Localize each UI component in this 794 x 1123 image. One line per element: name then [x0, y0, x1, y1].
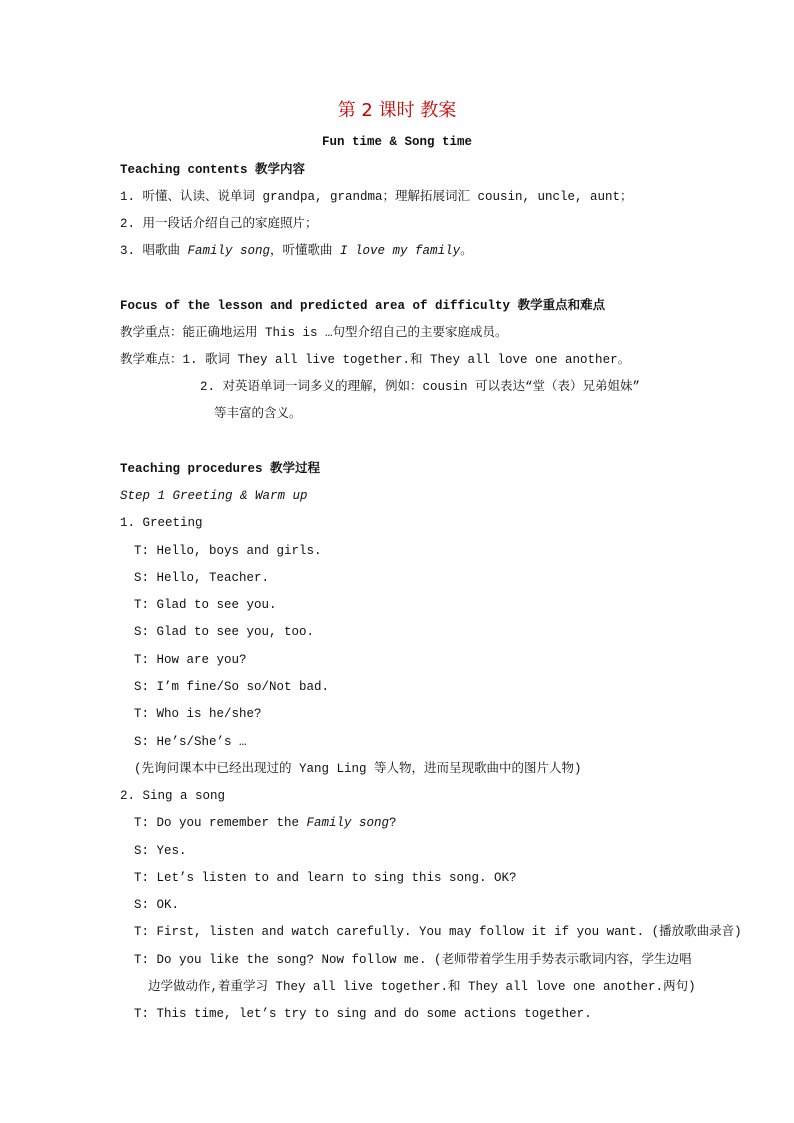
- family-song-title: Family song: [187, 244, 271, 258]
- difficulty-1: 教学难点：1. 歌词 They all live together.和 They all love one another。: [120, 353, 631, 367]
- contents-item-2: 2. 用一段话介绍自己的家庭照片；: [120, 217, 318, 231]
- dialogue-line: T: Let’s listen to and learn to sing this song. OK?: [134, 871, 517, 885]
- sing-title: 2. Sing a song: [120, 789, 226, 803]
- procedures-heading: Teaching procedures 教学过程: [120, 462, 321, 476]
- sing-question-pre: T: Do you remember the: [134, 816, 307, 830]
- difficulty-2-continued: 等丰富的含义。: [214, 407, 302, 421]
- dialogue-line: T: This time, let’s try to sing and do some actions together.: [134, 1007, 592, 1021]
- sing-question-song: Family song: [306, 816, 390, 830]
- dialogue-line: T: Who is he/she?: [134, 707, 262, 721]
- dialogue-line: S: Glad to see you, too.: [134, 625, 315, 639]
- contents-item-3-mid: ，听懂歌曲: [270, 244, 341, 258]
- dialogue-line: T: First, listen and watch carefully. You may follow it if you want. (播放歌曲录音): [134, 925, 742, 939]
- greeting-note: (先询问课本中已经出现过的 Yang Ling 等人物，进而呈现歌曲中的图片人物): [134, 762, 582, 776]
- contents-item-1: 1. 听懂、认读、说单词 grandpa, grandma；理解拓展词汇 cousin, uncle, aunt；: [120, 190, 633, 204]
- love-family-song-title: I love my family: [340, 244, 461, 258]
- dialogue-line: T: Hello, boys and girls.: [134, 544, 322, 558]
- dialogue-line: T: How are you?: [134, 653, 247, 667]
- difficulty-2: 2. 对英语单词一词多义的理解，例如：cousin 可以表达“堂（表）兄弟姐妹”: [200, 380, 641, 394]
- contents-item-3-end: 。: [460, 244, 473, 258]
- step-1-heading: Step 1 Greeting & Warm up: [120, 489, 308, 503]
- dialogue-line: T: Do you like the song? Now follow me. (老师带着学生用手势表示歌词内容，学生边唱: [134, 953, 692, 967]
- dialogue-line: S: Hello, Teacher.: [134, 571, 270, 585]
- dialogue-line: T: Glad to see you.: [134, 598, 277, 612]
- dialogue-line: S: OK.: [134, 898, 180, 912]
- contents-heading: Teaching contents 教学内容: [120, 163, 306, 177]
- focus-heading: Focus of the lesson and predicted area of difficulty 教学重点和难点: [120, 299, 606, 313]
- dialogue-line: S: He’s/She’s …: [134, 735, 247, 749]
- contents-item-3: [120, 242, 473, 260]
- dialogue-line: S: I’m fine/So so/Not bad.: [134, 680, 330, 694]
- dialogue-line-continued: 边学做动作,着重学习 They all live together.和 They all love one another.两句): [148, 980, 696, 994]
- dialogue-line: S: Yes.: [134, 844, 187, 858]
- key-point: 教学重点：能正确地运用 This is …句型介绍自己的主要家庭成员。: [120, 326, 508, 340]
- contents-item-3-pre: 3. 唱歌曲: [120, 244, 188, 258]
- greeting-title: 1. Greeting: [120, 516, 203, 530]
- sing-question: [134, 814, 397, 832]
- sing-question-end: ?: [389, 816, 397, 830]
- page-subtitle: Fun time & Song time: [321, 135, 473, 149]
- page-title: 第 2 课时 教案: [337, 100, 457, 121]
